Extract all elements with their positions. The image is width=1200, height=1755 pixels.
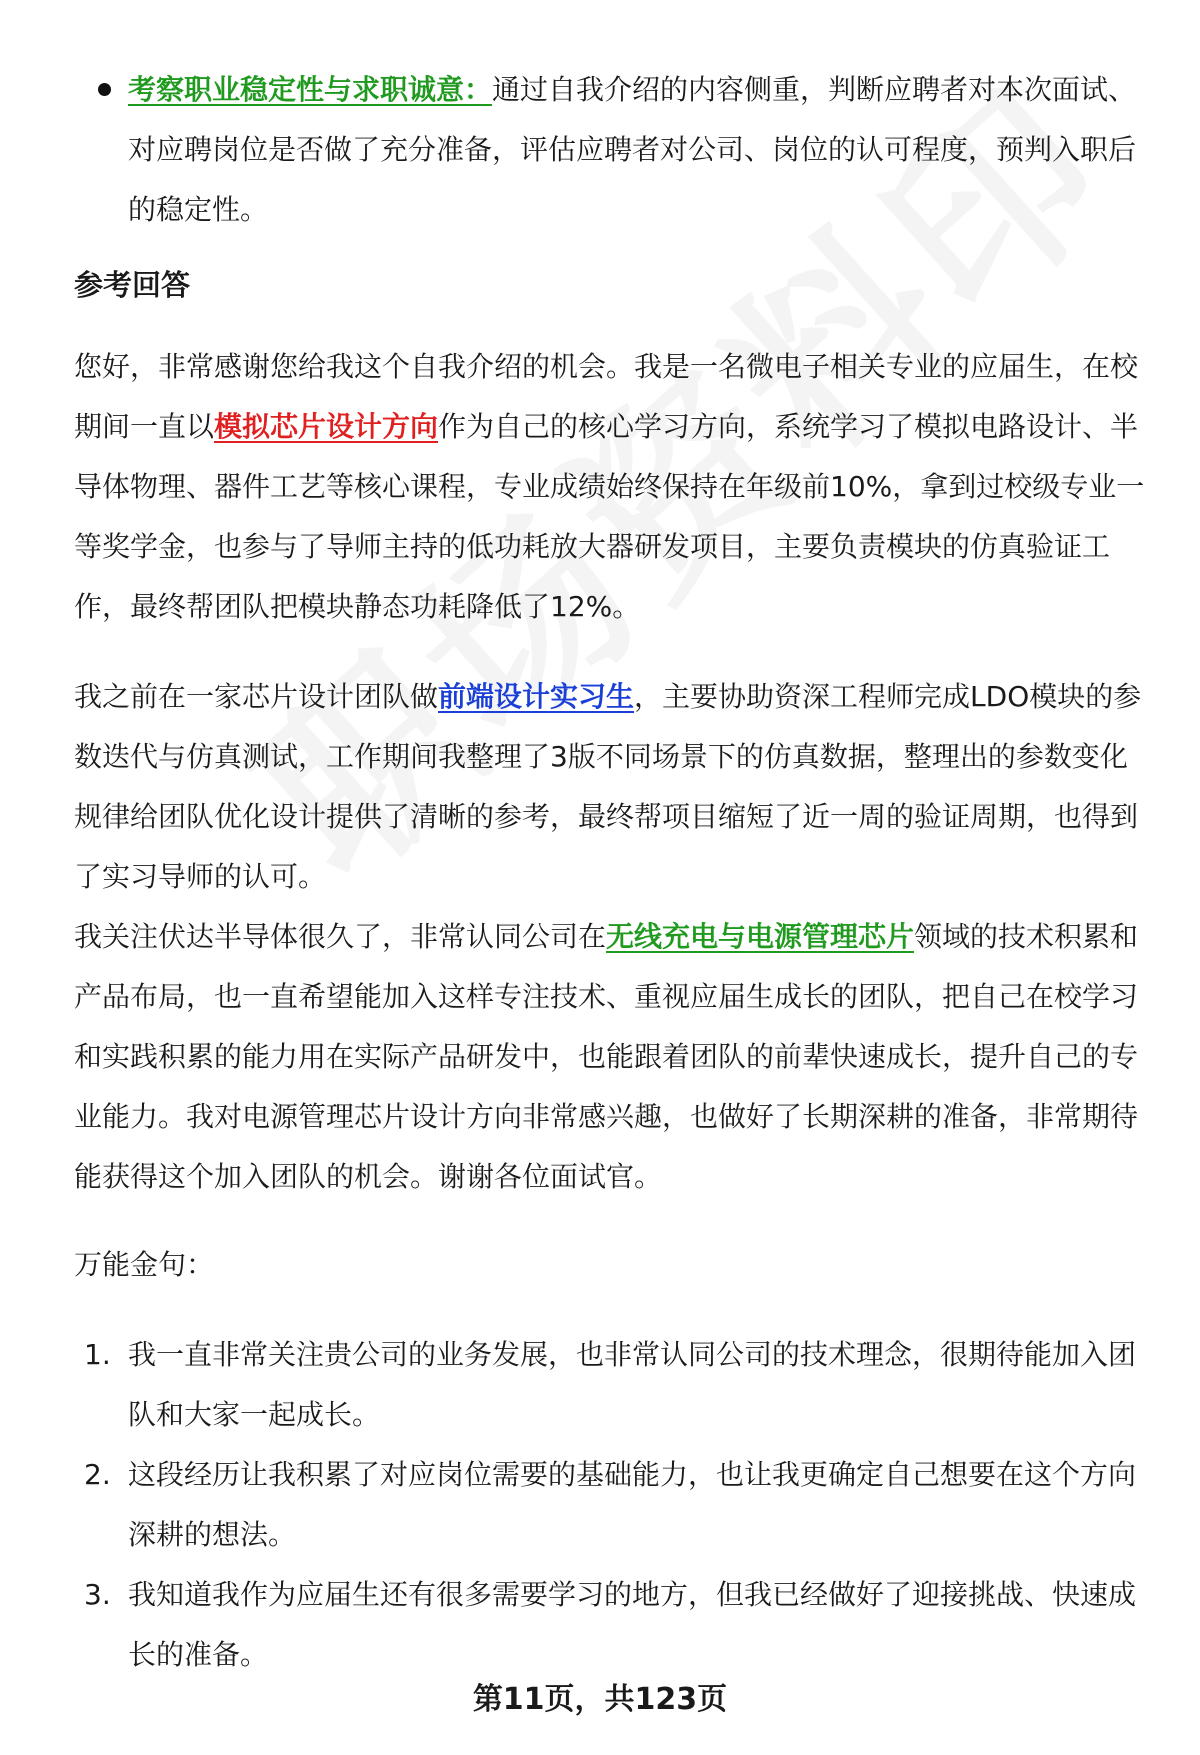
- answer-p1-text-b: 作为自己的核心学习方向，系统学习了模拟电路设计、半导体物理、器件工艺等核心课程，专业成绩始终保持在年级前10%，拿到过校级专业一等奖学金，也参与了导师主持的低功耗放大器研发项目，主要负责模块的仿真验证工作，最终帮团队把模块静态功耗降低了12%。: [74, 410, 1145, 623]
- bullet-body-text: 通过自我介绍的内容侧重，判断应聘者对本次面试、对应聘岗位是否做了充分准备，评估应聘者对公司、岗位的认可程度，预判入职后的稳定性。: [128, 73, 1137, 226]
- bullet-highlight-label: 考察职业稳定性与求职诚意：: [128, 73, 493, 106]
- list-item-number: 2.: [84, 1458, 111, 1491]
- answer-paragraph-1: [74, 337, 1154, 637]
- golden-sentences-title: 万能金句：: [74, 1248, 215, 1281]
- answer-p2-highlight: 前端设计实习生: [438, 680, 635, 713]
- answer-p2-text-a: 我之前在一家芯片设计团队做: [74, 680, 439, 713]
- answer-paragraph-3: [74, 907, 1154, 1207]
- page-footer: 第11页，共123页: [472, 1682, 728, 1717]
- list-item: [74, 1565, 1154, 1685]
- answer-p1-highlight: 模拟芯片设计方向: [214, 410, 439, 443]
- list-item: [74, 1445, 1154, 1565]
- answer-p3-highlight: 无线充电与电源管理芯片: [606, 920, 915, 953]
- bullet-paragraph: [128, 60, 1152, 240]
- bullet-dot-icon: [98, 83, 111, 96]
- answer-paragraph-2: [74, 667, 1154, 907]
- list-item-text: 我一直非常关注贵公司的业务发展，也非常认同公司的技术理念，很期待能加入团队和大家一起成长。: [128, 1338, 1137, 1431]
- list-item: [74, 1325, 1154, 1445]
- list-item-number: 3.: [84, 1578, 111, 1611]
- list-item-text: 我知道我作为应届生还有很多需要学习的地方，但我已经做好了迎接挑战、快速成长的准备。: [128, 1578, 1137, 1671]
- section-heading: 参考回答: [74, 268, 191, 302]
- answer-p1-text-a: 您好，非常感谢您给我这个自我介绍的机会。我是一名微电子相关专业的应届生，在校期间一直以: [74, 350, 1139, 443]
- list-item-text: 这段经历让我积累了对应岗位需要的基础能力，也让我更确定自己想要在这个方向深耕的想法。: [128, 1458, 1137, 1551]
- answer-p3-text-a: 我关注伏达半导体很久了，非常认同公司在: [74, 920, 607, 953]
- list-item-number: 1.: [84, 1338, 111, 1371]
- answer-p2-text-b: ，主要协助资深工程师完成LDO模块的参数迭代与仿真测试，工作期间我整理了3版不同场景下的仿真数据，整理出的参数变化规律给团队优化设计提供了清晰的参考，最终帮项目缩短了近一周的验证周期，也得到了实习导师的认可。: [74, 680, 1142, 893]
- golden-sentences-list: [74, 1325, 1154, 1685]
- answer-p3-text-b: 领域的技术积累和产品布局，也一直希望能加入这样专注技术、重视应届生成长的团队，把自己在校学习和实践积累的能力用在实际产品研发中，也能跟着团队的前辈快速成长，提升自己的专业能力。我对电源管理芯片设计方向非常感兴趣，也做好了长期深耕的准备，非常期待能获得这个加入团队的机会。谢谢各位面试官。: [74, 920, 1139, 1193]
